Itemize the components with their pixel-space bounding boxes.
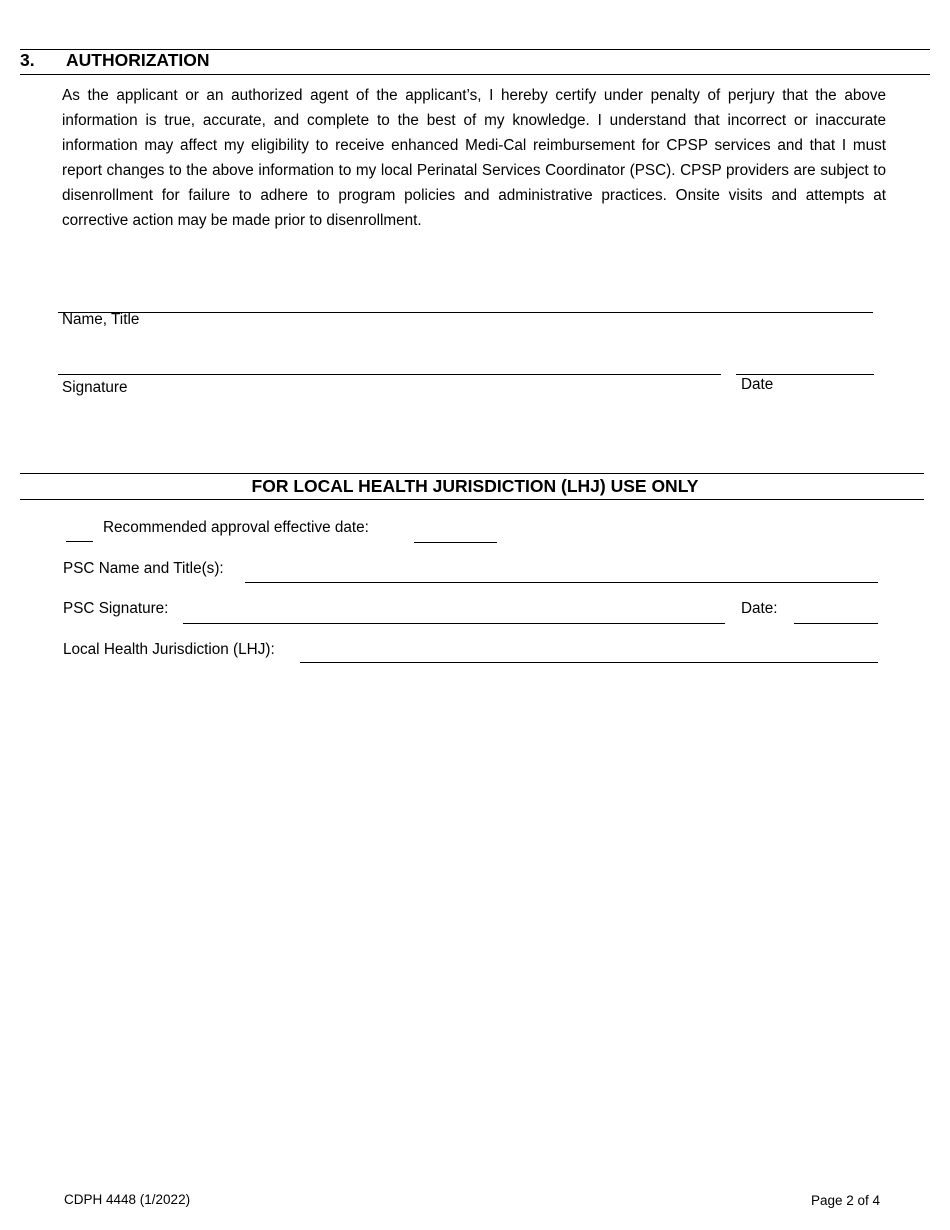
psc-signature-label: PSC Signature: xyxy=(63,600,169,617)
psc-signature-field[interactable] xyxy=(183,623,725,624)
section-bottom-rule xyxy=(20,74,930,75)
section-number: 3. xyxy=(20,50,35,70)
certification-text: As the applicant or an authorized agent of the applicant’s, I hereby certify under penalty of perjury that the above information is true, accurate, and complete to the best of my knowledge. I understand that incorrect or inaccurate information may affect my eligibility to receive enhanced Medi-Cal reimbursement for CPSP services and that I must report changes to the above information to my local Perinatal Services Coordinator (PSC). CPSP providers are subject to disenrollment for failure to adhere to program policies and administrative practices. Onsite visits and attempts at corrective action may be made prior to disenrollment. xyxy=(62,87,886,229)
date-label: Date xyxy=(741,376,774,393)
section-title: AUTHORIZATION xyxy=(66,50,210,70)
lhj-top-rule xyxy=(20,473,924,474)
approval-date-field[interactable] xyxy=(414,542,497,543)
psc-date-field[interactable] xyxy=(794,623,878,624)
name-title-label: Name, Title xyxy=(62,311,140,328)
signature-label: Signature xyxy=(62,379,128,396)
lhj-label: Local Health Jurisdiction (LHJ): xyxy=(63,641,275,658)
psc-name-label: PSC Name and Title(s): xyxy=(63,560,224,577)
lhj-heading: FOR LOCAL HEALTH JURISDICTION (LHJ) USE ONLY xyxy=(251,476,699,496)
approval-label: Recommended approval effective date: xyxy=(103,519,369,536)
name-title-field[interactable] xyxy=(58,312,873,313)
approval-checkbox[interactable] xyxy=(66,541,93,542)
psc-name-field[interactable] xyxy=(245,582,878,583)
date-field[interactable] xyxy=(736,374,874,375)
lhj-field[interactable] xyxy=(300,662,878,663)
lhj-bottom-rule xyxy=(20,499,924,500)
form-id: CDPH 4448 (1/2022) xyxy=(64,1192,191,1207)
psc-date-label: Date: xyxy=(741,600,778,617)
page-number: Page 2 of 4 xyxy=(811,1193,881,1208)
signature-field[interactable] xyxy=(58,374,721,375)
